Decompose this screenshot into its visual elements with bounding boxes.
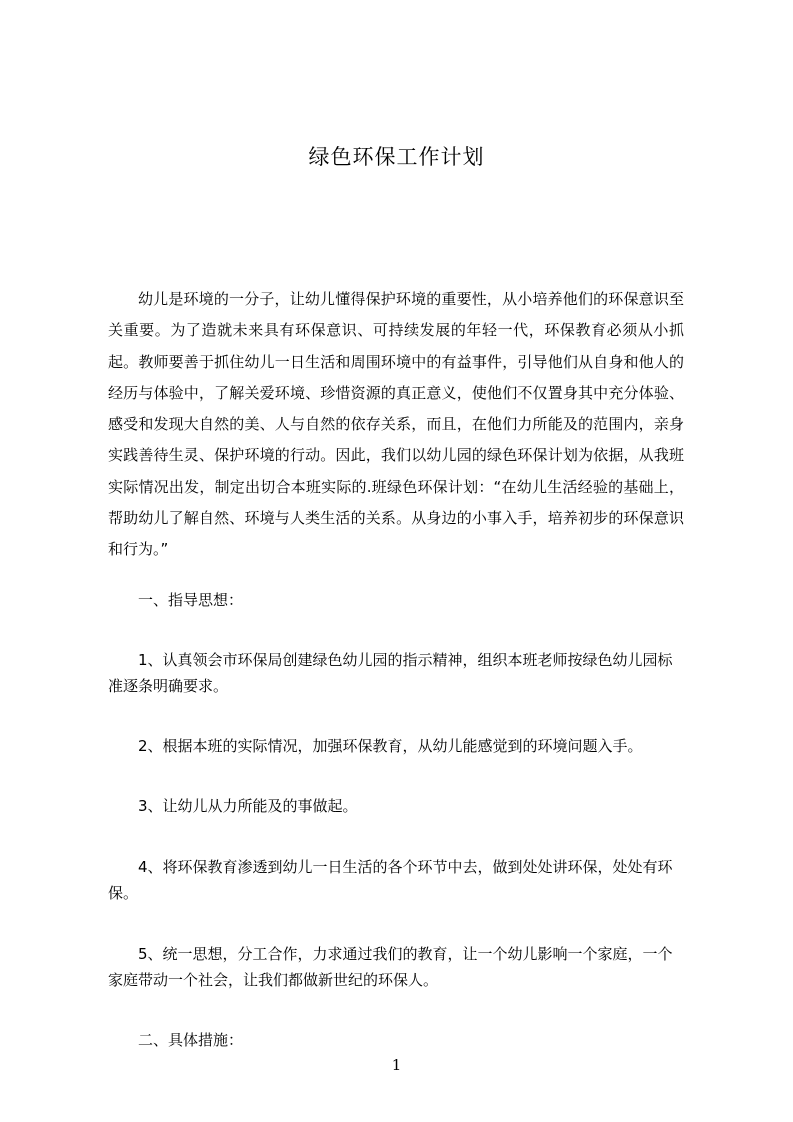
document-title: 绿色环保工作计划 bbox=[308, 145, 485, 169]
list-item: 5、统一思想，分工合作，力求通过我们的教育，让一个幼儿影响一个家庭，一个家庭带动一个社会，让我们都做新世纪的环保人。 bbox=[108, 944, 673, 989]
intro-paragraph: 幼儿是环境的一分子，让幼儿懂得保护环境的重要性，从小培养他们的环保意识至关重要。为了造就未来具有环保意识、可持续发展的年轻一代，环保教育必须从小抓起。教师要善于抓住幼儿一日生活和周围环境中的有益事件，引导他们从自身和他人的经历与体验中，了解关爱环境、珍惜资源的真正意义，使他们不仅置身其中充分体验、感受和发现大自然的美、人与自然的依存关系，而且，在他们力所能及的范围内，亲身实践善待生灵、保护环境的行动。因此，我们以幼儿园的绿色环保计划为依据，从我班实际情况出发，制定出切合本班实际的.班绿色环保计划：“在幼儿生活经验的基础上，帮助幼儿了解自然、环境与人类生活的关系。从身边的小事入手，培养初步的环保意识和行为。” bbox=[108, 290, 684, 559]
list-item: 3、让幼儿从力所能及的事做起。 bbox=[138, 796, 358, 815]
section-heading-specific-measures: 二、具体措施： bbox=[138, 1030, 244, 1049]
page-number: 1 bbox=[391, 1056, 402, 1074]
list-item: 1、认真领会市环保局创建绿色幼儿园的指示精神，组织本班老师按绿色幼儿园标准逐条明确要求。 bbox=[108, 650, 673, 695]
list-item: 2、根据本班的实际情况，加强环保教育，从幼儿能感觉到的环境问题入手。 bbox=[138, 736, 643, 755]
section-heading-guiding-ideology: 一、指导思想： bbox=[138, 590, 244, 609]
document-body bbox=[108, 284, 684, 1053]
list-item: 4、将环保教育渗透到幼儿一日生活的各个环节中去，做到处处讲环保，处处有环保。 bbox=[108, 857, 673, 902]
